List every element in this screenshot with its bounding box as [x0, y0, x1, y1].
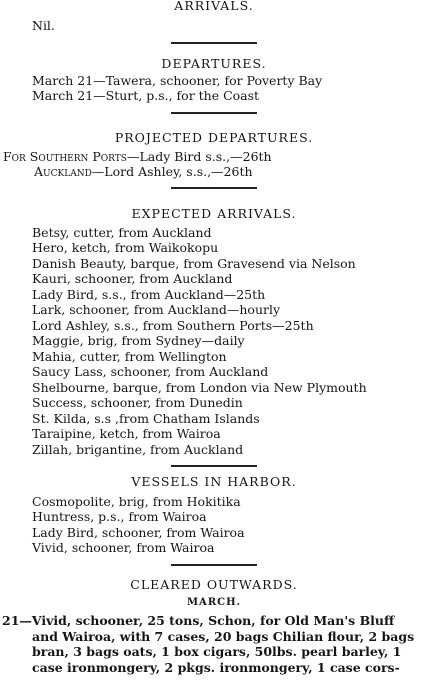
- projected-place: For Southern Ports: [3, 148, 127, 164]
- expected-line: Lord Ashley, s.s., from Southern Ports—25th: [32, 317, 314, 333]
- vessels-in-harbor-heading: VESSELS IN HARBOR.: [131, 474, 297, 489]
- departure-line: March 21—Sturt, p.s., for the Coast: [32, 88, 260, 103]
- harbor-line: Cosmopolite, brig, from Hokitika: [32, 493, 241, 509]
- projected-departures-section: [0, 130, 428, 189]
- departures-divider: [171, 112, 257, 114]
- expected-line: Mahia, cutter, from Wellington: [32, 348, 227, 364]
- harbor-line: Lady Bird, schooner, from Wairoa: [32, 524, 245, 540]
- projected-text: —Lady Bird s.s.,—26th: [126, 148, 272, 164]
- expected-arrivals-section: [0, 206, 428, 467]
- expected-arrivals-heading: EXPECTED ARRIVALS.: [131, 206, 297, 221]
- vessels-in-harbor-section: [0, 474, 428, 566]
- cleared-outwards-month: MARCH.: [186, 596, 242, 608]
- harbor-divider: [171, 564, 257, 566]
- expected-line: Taraipine, ketch, from Wairoa: [32, 426, 221, 441]
- cleared-outwards-entry: [0, 613, 428, 675]
- cleared-outwards-section: [0, 577, 428, 675]
- expected-arrivals-divider: [171, 465, 257, 467]
- expected-line: Betsy, cutter, from Auckland: [32, 224, 212, 240]
- arrivals-body: Nil.: [32, 17, 55, 33]
- cleared-line: case ironmongery, 2 pkgs. ironmongery, 1 case cors-: [32, 659, 400, 675]
- expected-line: St. Kilda, s.s ,from Chatham Islands: [32, 410, 260, 426]
- cleared-line: bran, 3 bags oats, 1 box cigars, 50lbs. pearl barley, 1: [32, 644, 402, 659]
- projected-place: Auckland: [34, 164, 92, 179]
- projected-departures-heading: PROJECTED DEPARTURES.: [114, 130, 314, 145]
- arrivals-heading: ARRIVALS.: [174, 0, 254, 13]
- harbor-list: [0, 494, 428, 556]
- projected-text: —Lord Ashley, s.s.,—26th: [91, 164, 253, 179]
- expected-line: Lady Bird, s.s., from Auckland—25th: [32, 286, 266, 302]
- expected-line: Saucy Lass, schooner, from Auckland: [32, 364, 269, 379]
- cleared-line: 21—Vivid, schooner, 25 tons, Schon, for Old Man's Bluff: [2, 613, 395, 628]
- departure-line: March 21—Tawera, schooner, for Poverty Bay: [32, 72, 323, 88]
- harbor-line: Vivid, schooner, from Wairoa: [32, 540, 215, 555]
- departures-heading: DEPARTURES.: [161, 56, 267, 71]
- cleared-line: and Wairoa, with 7 cases, 20 bags Chilian flour, 2 bags: [32, 628, 415, 644]
- expected-line: Hero, ketch, from Waikokopu: [32, 240, 219, 255]
- arrivals-section: [0, 0, 428, 44]
- projected-line: [0, 164, 428, 180]
- expected-arrivals-list: [0, 225, 428, 458]
- expected-line: Kauri, schooner, from Auckland: [32, 271, 233, 286]
- expected-line: Success, schooner, from Dunedin: [32, 395, 243, 410]
- arrivals-divider: [171, 42, 257, 44]
- expected-line: Shelbourne, barque, from London via New Plymouth: [32, 379, 367, 395]
- expected-line: Maggie, brig, from Sydney—daily: [32, 333, 245, 348]
- projected-divider: [171, 187, 257, 189]
- departures-section: [0, 56, 428, 114]
- cleared-outwards-heading: CLEARED OUTWARDS.: [130, 577, 298, 592]
- expected-line: Danish Beauty, barque, from Gravesend via Nelson: [32, 255, 356, 271]
- projected-line: [0, 149, 428, 165]
- harbor-line: Huntress, p.s., from Wairoa: [32, 509, 207, 524]
- expected-line: Lark, schooner, from Auckland—hourly: [32, 302, 281, 317]
- expected-line: Zillah, brigantine, from Auckland: [32, 441, 244, 457]
